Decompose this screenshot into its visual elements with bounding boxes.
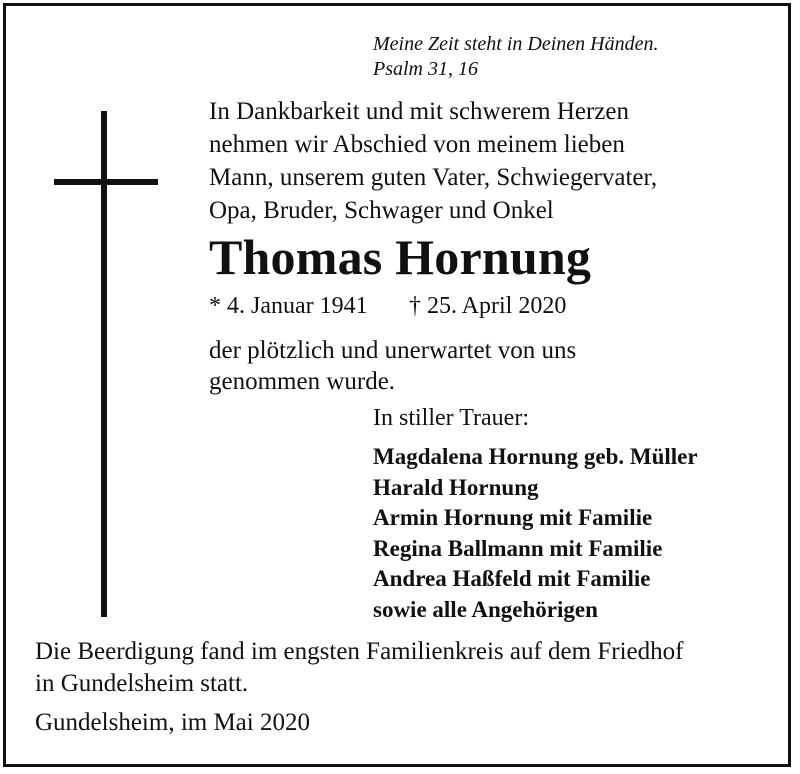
phrase-line: genommen wurde. bbox=[209, 368, 396, 395]
deceased-name: Thomas Hornung bbox=[209, 229, 592, 285]
mourner-name: Harald Hornung bbox=[373, 474, 539, 500]
birth-date: * 4. Januar 1941 bbox=[209, 293, 368, 319]
phrase-line: der plötzlich und unerwartet von uns bbox=[209, 337, 577, 364]
motto-reference: Psalm 31, 16 bbox=[373, 58, 478, 80]
cross-horizontal-bar bbox=[54, 179, 158, 185]
mourning-heading: In stiller Trauer: bbox=[373, 405, 529, 431]
burial-line: Die Beerdigung fand im engsten Familienkreis auf dem Friedhof bbox=[35, 638, 684, 665]
mourner-name: Armin Hornung mit Familie bbox=[373, 505, 653, 531]
burial-line: in Gundelsheim statt. bbox=[35, 670, 249, 697]
mourner-name: Andrea Haßfeld mit Familie bbox=[373, 566, 651, 592]
mourners-list bbox=[373, 442, 698, 626]
death-date: † 25. April 2020 bbox=[409, 293, 567, 319]
intro-line: nehmen wir Abschied von meinem lieben bbox=[209, 131, 625, 158]
intro-line: Opa, Bruder, Schwager und Onkel bbox=[209, 197, 554, 224]
cross-vertical-bar bbox=[101, 111, 107, 617]
intro-line: Mann, unserem guten Vater, Schwiegervater, bbox=[209, 164, 658, 191]
death-phrase bbox=[209, 335, 576, 397]
burial-notice bbox=[35, 636, 683, 700]
intro-line: In Dankbarkeit und mit schwerem Herzen bbox=[209, 98, 629, 125]
intro-text bbox=[209, 95, 657, 227]
mourner-name: sowie alle Angehörigen bbox=[373, 596, 598, 622]
motto bbox=[373, 32, 659, 82]
mourner-name: Magdalena Hornung geb. Müller bbox=[373, 444, 698, 469]
life-dates bbox=[209, 290, 567, 322]
motto-quote: Meine Zeit steht in Deinen Händen. bbox=[373, 33, 659, 55]
mourner-name: Regina Ballmann mit Familie bbox=[373, 535, 663, 561]
place-and-date: Gundelsheim, im Mai 2020 bbox=[35, 709, 310, 736]
